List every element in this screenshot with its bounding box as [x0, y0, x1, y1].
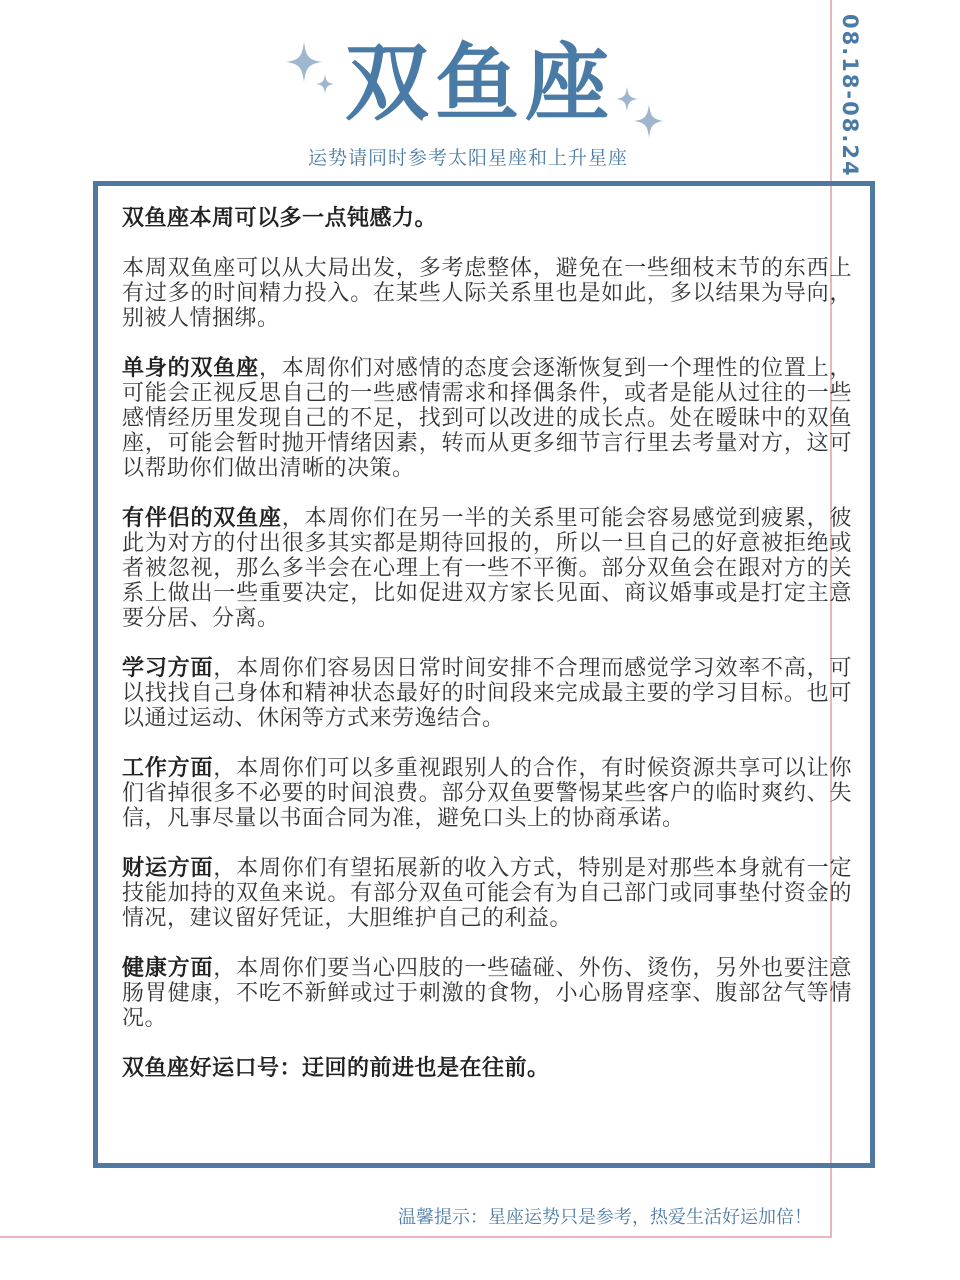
section-text: ，本周你们要当心四肢的一些磕碰、外伤、烫伤，另外也要注意肠胃健康，不吃不新鲜或过于刺激的食物，小心肠胃痉挛、腹部岔气等情况。 [122, 956, 852, 1031]
section-text: ，本周你们容易因日常时间安排不合理而感觉学习效率不高，可以找找自己身体和精神状态最好的时间段来完成最主要的学习目标。也可以通过运动、休闲等方式来劳逸结合。 [122, 656, 852, 731]
section-wealth [122, 856, 852, 931]
section-lead: 财运方面 [122, 856, 214, 881]
lucky-slogan: 双鱼座好运口号：迂回的前进也是在往前。 [122, 1056, 550, 1081]
section-work [122, 756, 852, 831]
decorative-horizontal-line [0, 1236, 832, 1238]
footer-tip: 温馨提示：星座运势只是参考，热爱生活好运加倍！ [398, 1207, 812, 1228]
horoscope-text [122, 206, 852, 1106]
section-partnered [122, 506, 852, 631]
section-text: ，本周你们可以多重视跟别人的合作，有时候资源共享可以让你们省掉很多不必要的时间浪费。部分双鱼要警惕某些客户的临时爽约、失信，凡事尽量以书面合同为准，避免口头上的协商承诺。 [122, 756, 852, 831]
date-range: 08.18-08.24 [838, 14, 862, 178]
section-study [122, 656, 852, 731]
section-text: ，本周你们有望拓展新的收入方式，特别是对那些本身就有一定技能加持的双鱼来说。有部分双鱼可能会有为自己部门或同事垫付资金的情况，建议留好凭证，大胆维护自己的利益。 [122, 856, 852, 931]
page-title: 双鱼座 [344, 34, 615, 132]
page-subtitle: 运势请同时参考太阳星座和上升星座 [307, 147, 628, 169]
section-lead: 工作方面 [122, 756, 214, 781]
section-lead: 有伴侣的双鱼座 [122, 506, 282, 531]
horoscope-content-box [93, 181, 875, 1168]
section-lead: 健康方面 [122, 956, 214, 981]
section-health [122, 956, 852, 1031]
section-single [122, 356, 852, 481]
section-lead: 单身的双鱼座 [122, 356, 259, 381]
section-lead: 学习方面 [122, 656, 214, 681]
section-text: ，本周你们在另一半的关系里可能会容易感觉到疲累，彼此为对方的付出很多其实都是期待回报的，所以一旦自己的好意被拒绝或者被忽视，那么多半会在心理上有一些不平衡。部分双鱼会在跟对方的关系上做出一些重要决定，比如促进双方家长见面、商议婚事或是打定主意要分居、分离。 [122, 506, 852, 631]
section-text: ，本周你们对感情的态度会逐渐恢复到一个理性的位置上，可能会正视反思自己的一些感情需求和择偶条件，或者是能从过往的一些感情经历里发现自己的不足，找到可以改进的成长点。处在暧昧中的双鱼座，可能会暂时抛开情绪因素，转而从更多细节言行里去考量对方，这可以帮助你们做出清晰的决策。 [122, 356, 852, 481]
intro-paragraph: 本周双鱼座可以从大局出发，多考虑整体，避免在一些细枝末节的东西上有过多的时间精力投入。在某些人际关系里也是如此，多以结果为导向，别被人情捆绑。 [122, 256, 852, 331]
weekly-headline: 双鱼座本周可以多一点钝感力。 [122, 206, 438, 231]
